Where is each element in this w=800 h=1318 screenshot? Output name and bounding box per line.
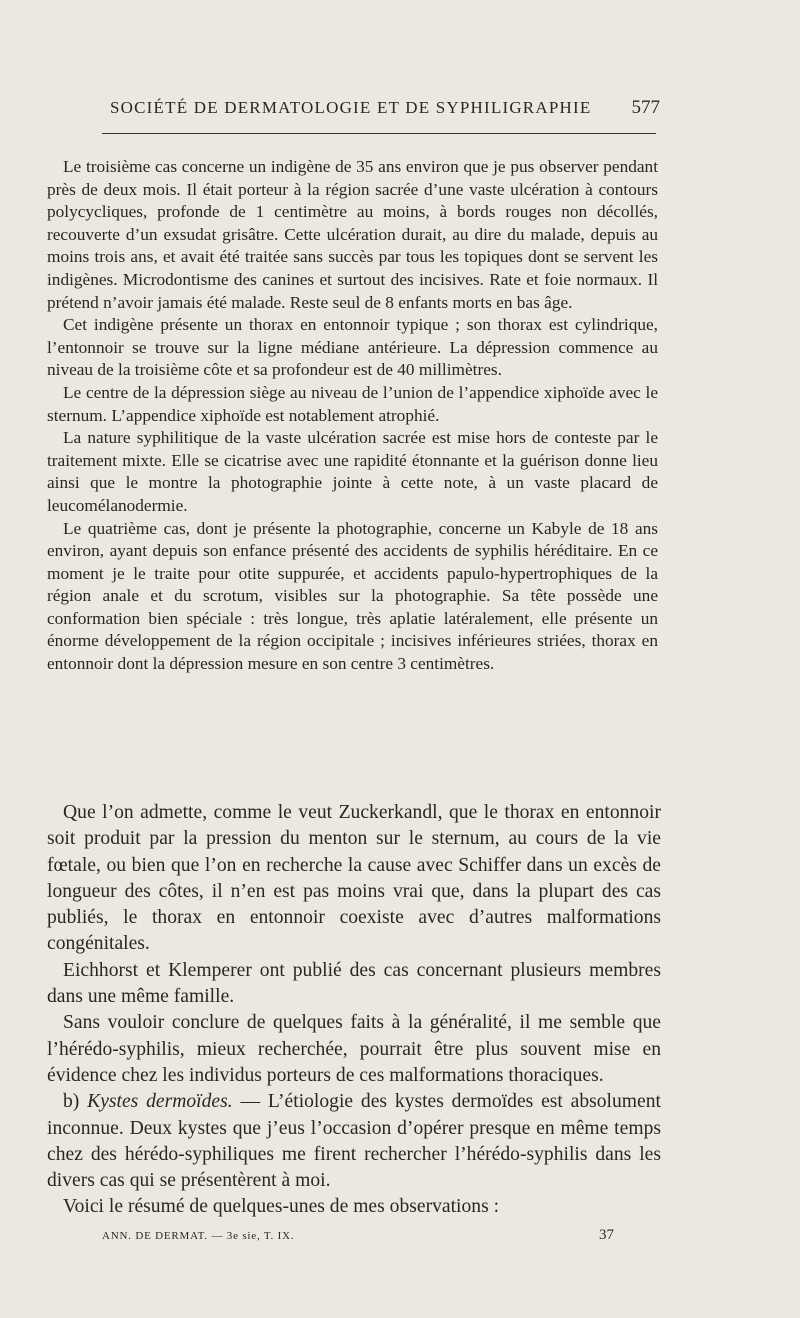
paragraph: Voici le résumé de quelques-unes de mes observations :: [63, 1196, 500, 1218]
paragraph: La nature syphilitique de la vaste ulcération sacrée est mise hors de conteste par le traitement mixte. Elle se cicatrise avec une rapidité étonnante et la guérison donne lieu ainsi que le montre la photographie jointe à cette note, à un vaste placard de leucomélanodermie.: [47, 428, 658, 515]
header-rule: [102, 133, 656, 134]
section-paragraph: [47, 1089, 661, 1194]
discussion: [47, 800, 661, 1221]
section-heading: Kystes dermoïdes.: [87, 1091, 233, 1113]
section-text: — L’étiologie des kystes dermoïdes est absolument inconnue. Deux kystes que j’eus l’occasion d’opérer presque en même temps chez des hérédo-syphiliques me firent rechercher l’hérédo-syphilis dans les divers cas qui se présentèrent à moi.: [47, 1091, 661, 1192]
paragraph: Sans vouloir conclure de quelques faits à la généralité, il me semble que l’hérédo-syphilis, mieux recherchée, pourrait être plus souvent mise en évidence chez les individus porteurs de ces malformations thoraciques.: [47, 1012, 661, 1086]
running-title: SOCIÉTÉ DE DERMATOLOGIE ET DE SYPHILIGRAPHIE: [110, 98, 592, 117]
paragraph: Le centre de la dépression siège au niveau de l’union de l’appendice xiphoïde avec le sternum. L’appendice xiphoïde est notablement atrophié.: [47, 382, 658, 425]
page-number: 577: [631, 97, 660, 118]
paragraph: Le troisième cas concerne un indigène de 35 ans environ que je pus observer pendant près de deux mois. Il était porteur à la région sacrée d’une vaste ulcération à contours polycycliques, profonde de 1 centimètre au moins, à bords rouges non décollés, recouverte d’un exsudat grisâtre. Cette ulcération durait, au dire du malade, depuis au moins trois ans, et avait été traitée sans succès par tous les topiques dont se servent les indigènes. Microdontisme des canines et surtout des incisives. Rate et foie normaux. Il prétend n’avoir jamais été malade. Reste seul de 8 enfants morts en bas âge.: [47, 157, 658, 312]
signature-number: 37: [599, 1227, 614, 1243]
paragraph: Que l’on admette, comme le veut Zuckerkandl, que le thorax en entonnoir soit produit par la pression du menton sur le sternum, au cours de la vie fœtale, ou bien que l’on en recherche la cause avec Schiffer dans un excès de longueur des côtes, il n’en est pas moins vrai que, dans la plupart des cas publiés, le thorax en entonnoir coexiste avec d’autres malformations congénitales.: [47, 802, 661, 955]
page-footer: [102, 1227, 614, 1244]
running-head: [110, 97, 660, 119]
paragraph: Cet indigène présente un thorax en entonnoir typique ; son thorax est cylindrique, l’entonnoir se trouve sur la ligne médiane antérieure. La dépression commence au niveau de la troisième côte et sa profondeur est de 40 millimètres.: [47, 315, 658, 380]
paragraph: Le quatrième cas, dont je présente la photographie, concerne un Kabyle de 18 ans environ, ayant depuis son enfance présenté des accidents de syphilis héréditaire. En ce moment je le traite pour otite suppurée, et accidents papulo-hypertrophiques de la région anale et du scrotum, visibles sur la photographie. Sa tête possède une conformation bien spéciale : très longue, très aplatie latéralement, elle présente un énorme développement de la région occipitale ; incisives inférieures striées, thorax en entonnoir dont la dépression mesure en son centre 3 centimètres.: [47, 518, 658, 674]
case-descriptions: [47, 156, 658, 676]
section-label: b): [63, 1091, 80, 1113]
journal-reference: ANN. DE DERMAT. — 3e sie, T. IX.: [102, 1230, 295, 1242]
paragraph: Eichhorst et Klemperer ont publié des cas concernant plusieurs membres dans une même famille.: [47, 959, 661, 1008]
